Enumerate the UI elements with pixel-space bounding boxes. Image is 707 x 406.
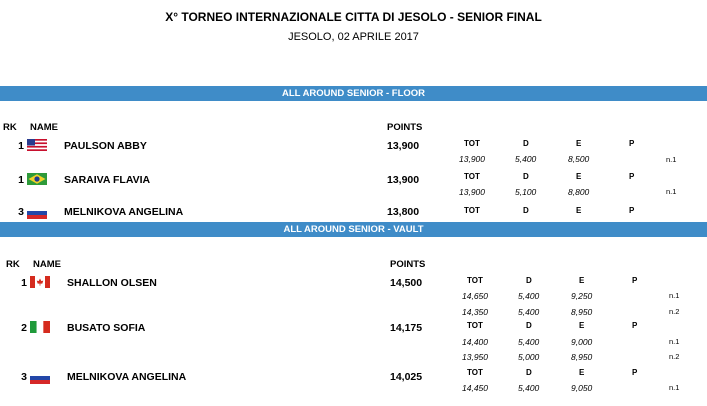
points-value: 14,025 — [390, 371, 423, 383]
p-label: P — [632, 321, 638, 330]
canada-flag-icon — [30, 276, 50, 288]
attempt-tot: 14,650 — [462, 291, 488, 301]
d-label: D — [523, 206, 529, 215]
points-value: 14,175 — [390, 322, 423, 334]
attempt-number: n.2 — [669, 352, 680, 361]
e-label: E — [576, 172, 582, 181]
athlete-name: PAULSON ABBY — [64, 140, 147, 152]
tot-label: TOT — [464, 139, 480, 148]
rank: 2 — [21, 322, 27, 334]
attempt-number: n.1 — [669, 337, 680, 346]
athlete-name: BUSATO SOFIA — [67, 322, 146, 334]
p-label: P — [629, 172, 635, 181]
column-header-points: POINTS — [390, 259, 426, 270]
column-header-rank: RK — [6, 259, 20, 270]
d-label: D — [526, 321, 532, 330]
rank: 1 — [21, 277, 27, 289]
section-band-vault: ALL AROUND SENIOR - VAULT — [0, 222, 707, 237]
rank: 3 — [21, 371, 27, 383]
tot-label: TOT — [467, 321, 483, 330]
attempt-d: 5,400 — [518, 383, 540, 393]
attempt-e: 8,800 — [568, 187, 590, 197]
tot-label: TOT — [464, 206, 480, 215]
p-label: P — [629, 139, 635, 148]
attempt-tot: 13,900 — [459, 187, 485, 197]
p-label: P — [629, 206, 635, 215]
column-header-name: NAME — [33, 259, 61, 270]
attempt-tot: 13,900 — [459, 154, 485, 164]
attempt-e: 8,950 — [571, 352, 593, 362]
usa-flag-icon — [27, 139, 47, 151]
attempt-number: n.1 — [666, 155, 677, 164]
rank: 3 — [18, 206, 24, 218]
attempt-d: 5,400 — [518, 307, 540, 317]
attempt-e: 9,050 — [571, 383, 593, 393]
points-value: 13,900 — [387, 140, 420, 152]
e-label: E — [579, 276, 585, 285]
attempt-e: 8,500 — [568, 154, 590, 164]
attempt-d: 5,000 — [518, 352, 540, 362]
e-label: E — [576, 139, 582, 148]
page-title: X° TORNEO INTERNAZIONALE CITTA DI JESOLO - SENIOR FINAL — [165, 10, 542, 24]
athlete-name: SHALLON OLSEN — [67, 277, 157, 289]
column-header-points: POINTS — [387, 122, 423, 133]
d-label: D — [523, 172, 529, 181]
points-value: 14,500 — [390, 277, 423, 289]
rank: 1 — [18, 140, 24, 152]
d-label: D — [523, 139, 529, 148]
attempt-e: 8,950 — [571, 307, 593, 317]
d-label: D — [526, 368, 532, 377]
tot-label: TOT — [464, 172, 480, 181]
d-label: D — [526, 276, 532, 285]
athlete-name: MELNIKOVA ANGELINA — [67, 371, 187, 383]
column-header-name: NAME — [30, 122, 58, 133]
e-label: E — [579, 321, 585, 330]
e-label: E — [579, 368, 585, 377]
tot-label: TOT — [467, 368, 483, 377]
athlete-name: MELNIKOVA ANGELINA — [64, 206, 184, 218]
attempt-d: 5,400 — [515, 154, 537, 164]
attempt-tot: 14,450 — [462, 383, 488, 393]
italy-flag-icon — [30, 321, 50, 333]
brazil-flag-icon — [27, 173, 47, 185]
russia-flag-icon — [30, 372, 50, 384]
rank: 1 — [18, 174, 24, 186]
points-value: 13,800 — [387, 206, 420, 218]
attempt-d: 5,400 — [518, 337, 540, 347]
attempt-tot: 13,950 — [462, 352, 488, 362]
attempt-e: 9,250 — [571, 291, 593, 301]
attempt-e: 9,000 — [571, 337, 593, 347]
athlete-name: SARAIVA FLAVIA — [64, 174, 151, 186]
p-label: P — [632, 276, 638, 285]
p-label: P — [632, 368, 638, 377]
attempt-number: n.1 — [666, 187, 677, 196]
attempt-d: 5,400 — [518, 291, 540, 301]
column-header-rank: RK — [3, 122, 17, 133]
section-band-floor: ALL AROUND SENIOR - FLOOR — [0, 86, 707, 101]
tot-label: TOT — [467, 276, 483, 285]
page-subtitle: JESOLO, 02 APRILE 2017 — [288, 31, 419, 43]
russia-flag-icon — [27, 207, 47, 219]
attempt-number: n.1 — [669, 383, 680, 392]
attempt-number: n.1 — [669, 291, 680, 300]
points-value: 13,900 — [387, 174, 420, 186]
e-label: E — [576, 206, 582, 215]
attempt-number: n.2 — [669, 307, 680, 316]
attempt-d: 5,100 — [515, 187, 537, 197]
attempt-tot: 14,350 — [462, 307, 488, 317]
attempt-tot: 14,400 — [462, 337, 488, 347]
